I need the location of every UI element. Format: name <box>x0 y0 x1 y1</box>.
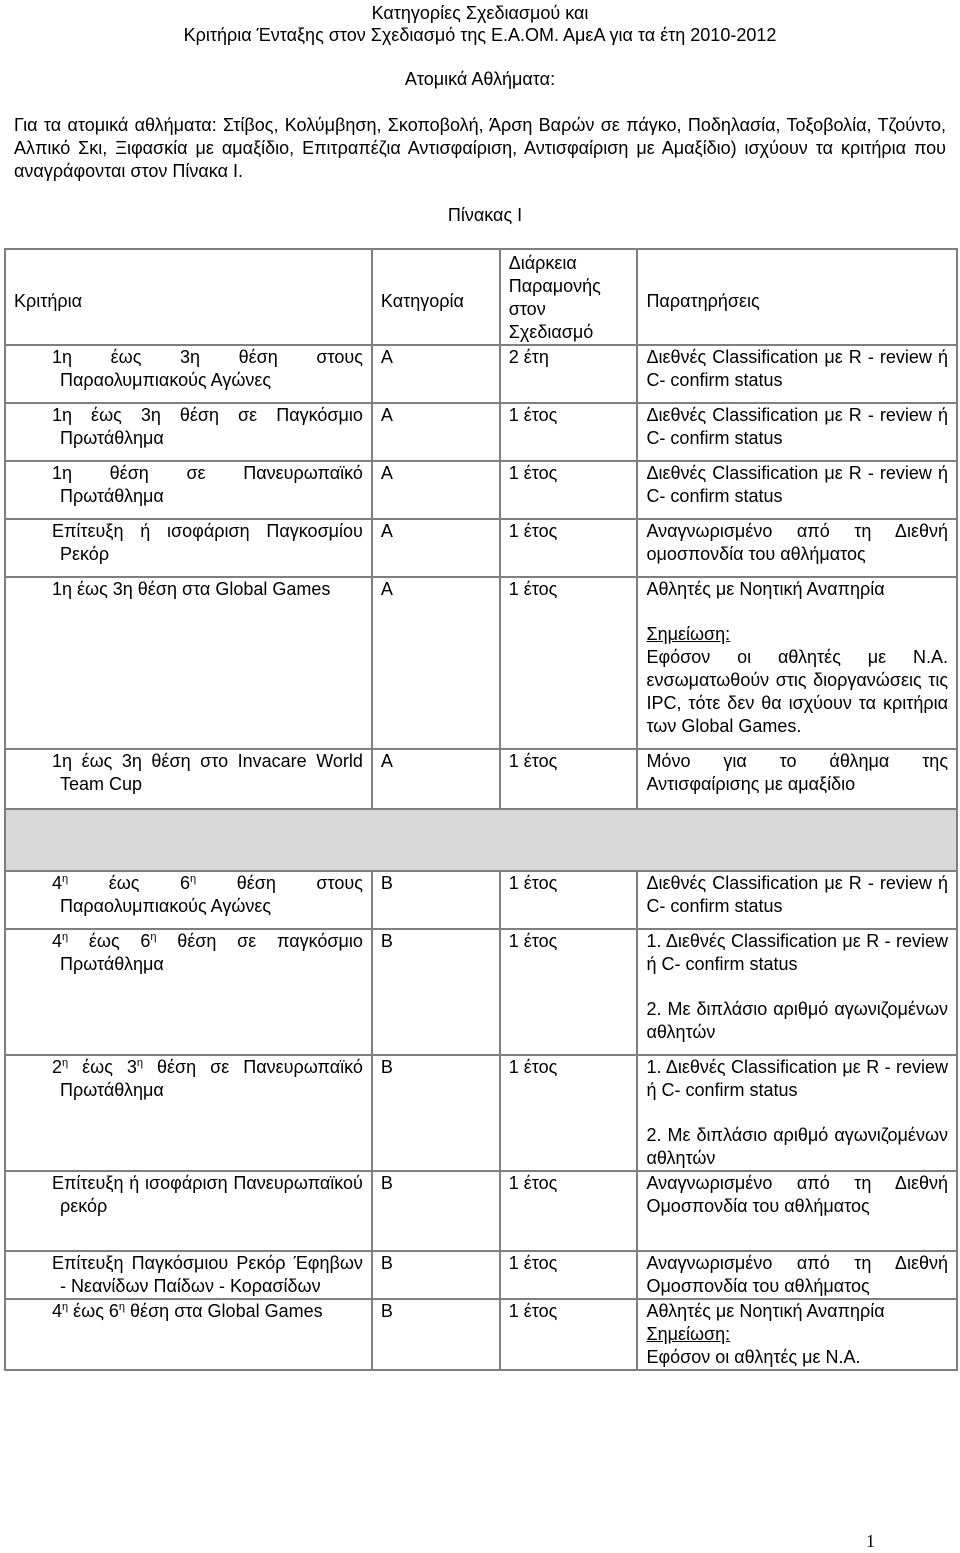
table-header-row <box>5 249 957 345</box>
row-number <box>14 404 52 427</box>
header-line-1: Κατηγορίες Σχεδιασμού και <box>371 3 589 23</box>
table-row <box>5 461 957 519</box>
note-label: Σημείωση: <box>646 1324 731 1344</box>
row-notes: Μόνο για το άθλημα της Αντισφαίρισης με αμαξίδιο <box>637 749 957 809</box>
row-category: Α <box>372 403 500 461</box>
row-duration: 1 έτος <box>500 1171 638 1251</box>
category-separator-row <box>5 809 957 871</box>
table-row <box>5 403 957 461</box>
row-notes: Αναγνωρισμένο από τη Διεθνή ομοσπονδία του αθλήματος <box>637 519 957 577</box>
row-category: Β <box>372 1299 500 1370</box>
row-criterion: Επίτευξη ή ισοφάριση Πανευρωπαϊκού ρεκόρ <box>52 1173 363 1216</box>
row-notes: Αθλητές με Νοητική Αναπηρία <box>646 1301 885 1321</box>
column-header-duration: Διάρκεια Παραμονής στον Σχεδιασμό <box>508 253 601 342</box>
row-duration: 1 έτος <box>500 577 638 749</box>
table-row: $2^\eta$ έως $3^\eta$ θέση σε Πανευρωπαϊκό Πρωτάθλημα Β 1 έτος 1. Διεθνές Classification με R - review ή C- confirm status 2. Με διπλάσιο αριθμό αγωνιζομένων αθλητών <box>5 1055 957 1171</box>
row-criterion: Επίτευξη ή ισοφάριση Παγκοσμίου Ρεκόρ <box>52 521 363 564</box>
table-row <box>5 1171 957 1251</box>
row-number <box>14 750 52 773</box>
row-duration: 1 έτος <box>500 461 638 519</box>
row-number <box>14 578 52 601</box>
section-subtitle: Ατομικά Αθλήματα: <box>404 69 556 89</box>
table-row <box>5 577 957 749</box>
note-text: Εφόσον οι αθλητές με Ν.Α. ενσωματωθούν στις διοργανώσεις τις IPC, τότε δεν θα ισχύουν τα κριτήρια των Global Games. <box>646 647 948 736</box>
row-category: Α <box>372 749 500 809</box>
row-category: Α <box>372 461 500 519</box>
row-criterion: 1η έως 3η θέση στους Παραολυμπιακούς Αγώνες <box>52 347 363 390</box>
row-criterion: 1η έως 3η θέση στα Global Games <box>52 579 331 599</box>
table-row: $4^\eta$ έως $6^\eta$ θέση στους Παραολυμπιακούς Αγώνες Β 1 έτος Διεθνές Classification με R - review ή C- confirm status <box>5 871 957 929</box>
row-category: Β <box>372 1055 500 1171</box>
row-category: Β <box>372 929 500 1055</box>
table-row: $4^\eta$ έως $6^\eta$ θέση στα Global Games Β 1 έτος Αθλητές με Νοητική Αναπηρία Σημείωση: Εφόσον οι αθλητές με Ν.Α. <box>5 1299 957 1370</box>
row-notes-2: 2. Με διπλάσιο αριθμό αγωνιζομένων αθλητών <box>646 1125 948 1168</box>
row-notes: Διεθνές Classification με R - review ή C- confirm status <box>637 871 957 929</box>
row-notes: 1. Διεθνές Classification με R - review ή C- confirm status <box>646 1057 948 1100</box>
column-header-criteria: Κριτήρια <box>14 290 83 311</box>
row-duration: 1 έτος <box>500 871 638 929</box>
criteria-table <box>4 248 958 1371</box>
row-number <box>14 462 52 485</box>
row-criterion: 1η θέση σε Πανευρωπαϊκό Πρωτάθλημα <box>52 463 363 506</box>
row-category: Α <box>372 577 500 749</box>
row-notes: 1. Διεθνές Classification με R - review ή C- confirm status <box>646 931 948 974</box>
row-category: Β <box>372 871 500 929</box>
row-notes: Διεθνές Classification με R - review ή C- confirm status <box>637 403 957 461</box>
row-number <box>14 520 52 543</box>
row-category: Α <box>372 519 500 577</box>
row-number <box>14 872 52 895</box>
table-row <box>5 345 957 403</box>
note-label: Σημείωση: <box>646 624 731 644</box>
row-category: Α <box>372 345 500 403</box>
row-duration: 2 έτη <box>500 345 638 403</box>
row-criterion: 1η έως 3η θέση στο Invacare World Team Cup <box>52 751 363 794</box>
row-duration: 1 έτος <box>500 403 638 461</box>
header-line-2: Κριτήρια Ένταξης στον Σχεδιασμό της Ε.Α.ΟΜ. ΑμεΑ για τα έτη 2010-2012 <box>183 25 777 45</box>
row-duration: 1 έτος <box>500 929 638 1055</box>
row-number <box>14 930 52 953</box>
row-category: Β <box>372 1251 500 1299</box>
row-notes: Αθλητές με Νοητική Αναπηρία <box>646 579 885 599</box>
row-criterion: 1η έως 3η θέση σε Παγκόσμιο Πρωτάθλημα <box>52 405 363 448</box>
row-notes: Αναγνωρισμένο από τη Διεθνή Ομοσπονδία του αθλήματος <box>637 1251 957 1299</box>
row-duration: 1 έτος <box>500 519 638 577</box>
note-text: Εφόσον οι αθλητές με Ν.Α. <box>646 1347 861 1367</box>
table-row <box>5 519 957 577</box>
row-number <box>14 346 52 369</box>
table-title: Πίνακας Ι <box>447 205 523 225</box>
row-notes-2: 2. Με διπλάσιο αριθμό αγωνιζομένων αθλητών <box>646 999 948 1042</box>
row-duration: 1 έτος <box>500 1299 638 1370</box>
table-row: $4^\eta$ έως $6^\eta$ θέση σε παγκόσμιο Πρωτάθλημα Β 1 έτος 1. Διεθνές Classification με R - review ή C- confirm status 2. Με διπλάσιο αριθμό αγωνιζομένων αθλητών <box>5 929 957 1055</box>
column-header-notes: Παρατηρήσεις <box>646 290 760 311</box>
row-duration: 1 έτος <box>500 1055 638 1171</box>
row-duration: 1 έτος <box>500 749 638 809</box>
row-number <box>14 1172 52 1195</box>
row-criterion: Επίτευξη Παγκόσμιου Ρεκόρ Έφηβων - Νεανίδων Παίδων - Κορασίδων <box>52 1253 363 1296</box>
page-number: 1 <box>866 1531 875 1551</box>
column-header-category: Κατηγορία <box>380 290 464 311</box>
table-row <box>5 1251 957 1299</box>
table-row <box>5 749 957 809</box>
row-number <box>14 1056 52 1079</box>
row-category: Β <box>372 1171 500 1251</box>
document-header <box>0 2 960 46</box>
row-number <box>14 1300 52 1323</box>
row-number <box>14 1252 52 1275</box>
row-notes: Διεθνές Classification με R - review ή C- confirm status <box>637 345 957 403</box>
row-notes: Αναγνωρισμένο από τη Διεθνή Ομοσπονδία του αθλήματος <box>637 1171 957 1251</box>
row-duration: 1 έτος <box>500 1251 638 1299</box>
intro-paragraph: Για τα ατομικά αθλήματα: Στίβος, Κολύμβηση, Σκοποβολή, Άρση Βαρών σε πάγκο, Ποδηλασία, Τοξοβολία, Τζούντο, Αλπικό Σκι, Ξιφασκία με αμαξίδιο, Επιτραπέζια Αντισφαίριση, Αντισφαίριση με Αμαξίδιο) ισχύουν τα κριτήρια που αναγράφονται στον Πίνακα Ι. <box>14 115 946 181</box>
row-notes: Διεθνές Classification με R - review ή C- confirm status <box>637 461 957 519</box>
